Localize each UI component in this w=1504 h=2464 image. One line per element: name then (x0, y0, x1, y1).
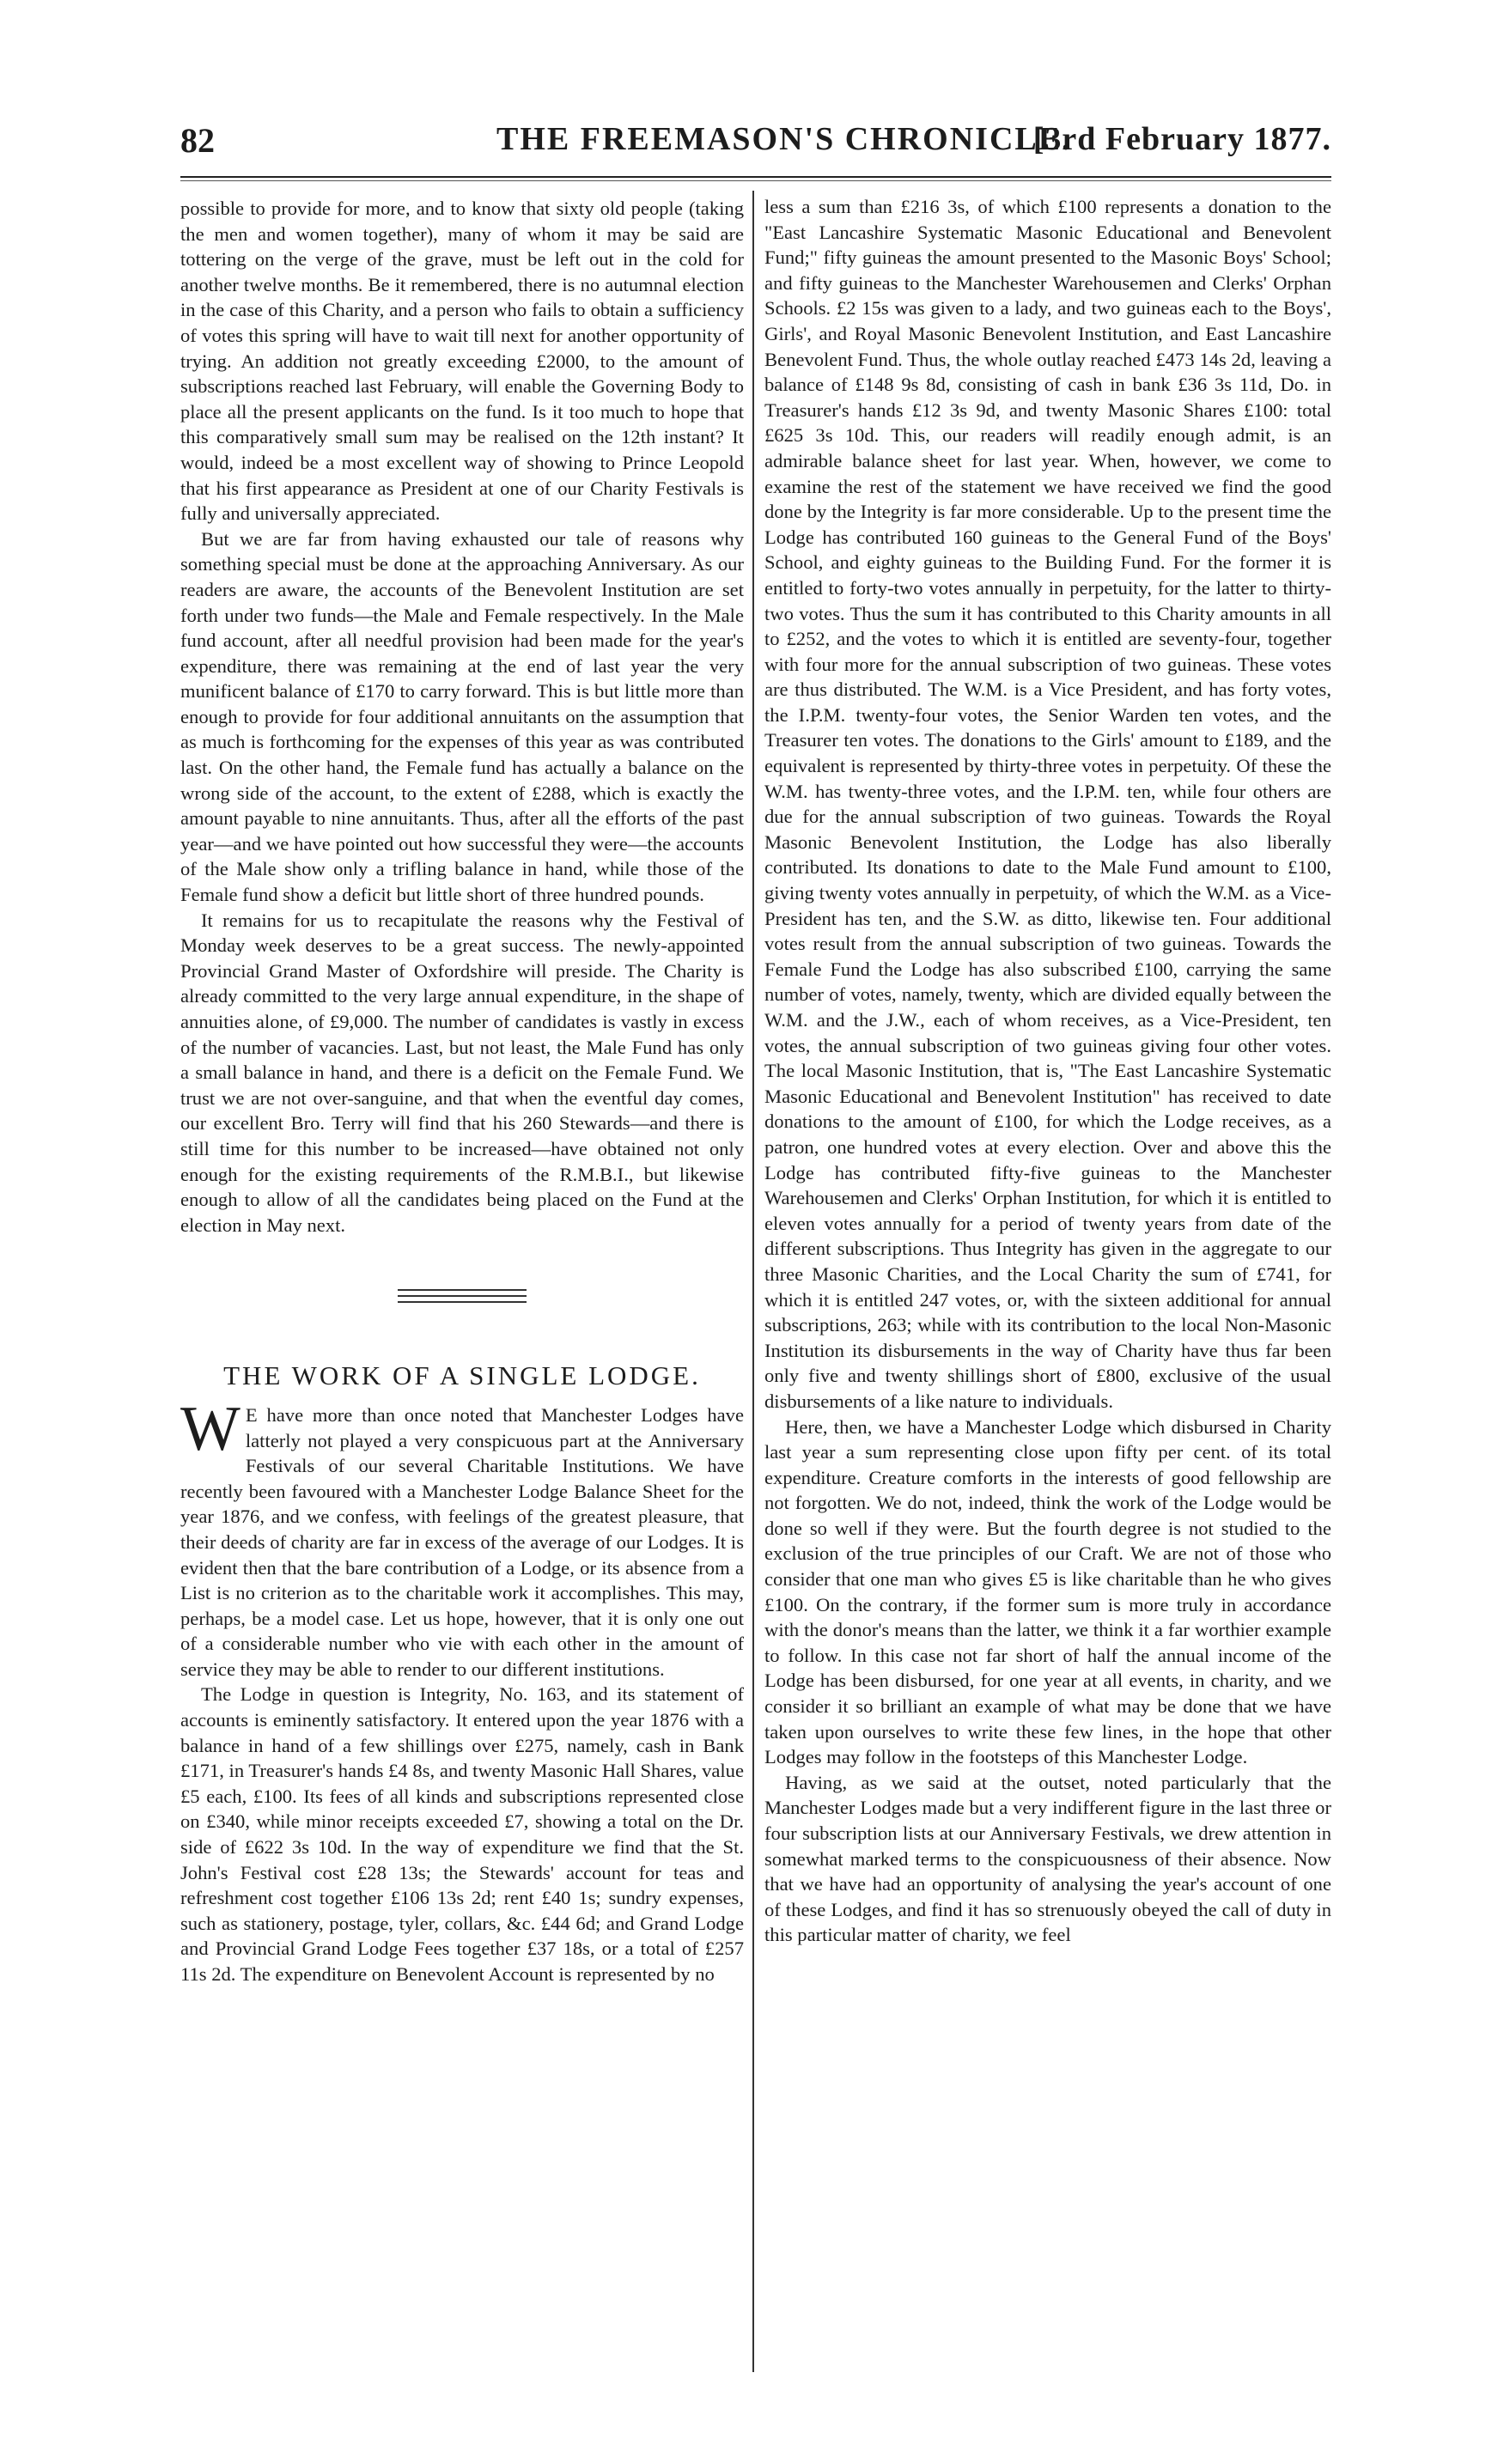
page-number: 82 (180, 121, 215, 160)
section-title: THE WORK OF A SINGLE LODGE. (223, 1360, 701, 1391)
article-paragraph: Having, as we said at the outset, noted particularly that the Manchester Lodges made but a very indifferent figure in the last three or four subscription lists at our Anniversary Festivals, we drew attention in somewhat marked terms to the conspicuousness of their absence. Now that we have had an opportunity of analysing the year's account of one of these Lodges, and find it has so strenuously obeyed the call of duty in this particular matter of charity, we feel (764, 1771, 1331, 1946)
article-paragraph: But we are far from having exhausted our tale of reasons why something special must be done at the approaching Anniversary. As our readers are aware, the accounts of the Benevolent Institution are set forth under two funds—the Male and Female respectively. In the Male fund account, after all needful provision had been made for the year's expenditure, there was remaining at the end of last year the very munificent balance of £170 to carry forward. This is but little more than enough to provide for four additional annuitants on the assumption that as much is forthcoming for the expenses of this year as was contributed last. On the other hand, the Female fund has actually a balance on the wrong side of the account, to the extent of £288, which is exactly the amount payable to nine annuitants. Thus, after all the efforts of the past year—and we have pointed out how successful they were—the accounts of the Male show only a trifling balance in hand, while those of the Female fund show a deficit but little short of three hundred pounds. (180, 527, 744, 906)
article-paragraph: The Lodge in question is Integrity, No. 163, and its statement of accounts is eminently satisfactory. It entered upon the year 1876 with a balance in hand of a few shillings over £275, namely, cash in Bank £171, in Treasurer's hands £4 8s, and twenty Masonic Hall Shares, value £5 each, £100. Its fees of all kinds and subscriptions represented close on £340, while minor receipts exceeded £7, showing a total on the Dr. side of £622 3s 10d. In the way of expenditure we find that the St. John's Festival cost £28 13s; the Stewards' account for teas and refreshment cost together £106 13s 2d; rent £40 1s; sundry expenses, such as stationery, postage, tyler, collars, &c. £44 6d; and Grand Lodge and Provincial Grand Lodge Fees together £37 18s, or a total of £257 11s 2d. The expenditure on Benevolent Account is represented by no (180, 1683, 744, 1985)
column-divider (752, 191, 754, 2372)
left-column (180, 196, 744, 1987)
article-paragraph (180, 1393, 744, 1682)
article-paragraph: less a sum than £216 3s, of which £100 represents a donation to the "East Lancashire Systematic Masonic Educational and Benevolent Fund;" fifty guineas the amount presented to the Masonic Boys' School; and fifty guineas to the Manchester Warehousemen and Clerks' Orphan Schools. £2 15s was given to a lady, and two guineas each to the Boys', Girls', and Royal Masonic Benevolent Institution, and East Lancashire Benevolent Fund. Thus, the whole outlay reached £473 14s 2d, leaving a balance of £148 9s 8d, consisting of cash in bank £36 3s 11d, Do. in Treasurer's hands £12 3s 9d, and twenty Masonic Shares £100: total £625 3s 10d. This, our readers will readily enough admit, is an admirable balance sheet for last year. When, however, we come to examine the rest of the statement we have received we find the good done by the Integrity is far more considerable. Up to the present time the Lodge has contributed 160 guineas to the General Fund of the Boys' School, and eighty guineas to the Building Fund. For the former it is entitled to forty-two votes annually in perpetuity, for the latter to thirty-two votes. Thus the sum it has contributed to this Charity amounts in all to £252, and the votes to which it is entitled are seventy-four, together with four more for the annual subscription of two guineas. These votes are thus distributed. The W.M. is a Vice President, and has forty votes, the I.P.M. twenty-four votes, the Senior Warden ten votes, and the Treasurer ten votes. The donations to the Girls' amount to £189, and the equivalent is represented by thirty-three votes in perpetuity. Of these the W.M. has twenty-three votes, and the I.P.M. ten, while four others are due for the annual subscription of two guineas. Towards the Royal Masonic Benevolent Institution, the Lodge has also liberally contributed. Its donations to date to the Male Fund amount to £100, giving twenty votes annually in perpetuity, of which the W.M. as a Vice-President has ten, and the S.W. as ditto, likewise ten. Four additional votes result from the annual subscription of two guineas. Towards the Female Fund the Lodge has also subscribed £100, carrying the same number of votes, namely, twenty, which are divided equally between the W.M. and the J.W., each of whom receives, as a Vice-President, ten votes, the annual subscription of two guineas giving four other votes. The local Masonic Institution, that is, "The East Lancashire Systematic Masonic Educational and Benevolent Institution" has received to date donations to the amount of £100, for which the Lodge receives, as a patron, one hundred votes at every election. Over and above this the Lodge has contributed fifty-five guineas to the Manchester Warehousemen and Clerks' Orphan Institution, for which it is entitled to eleven votes annually for a period of twenty years from date of the different subscriptions. Thus Integrity has given in the aggregate to our three Masonic Charities, and the Local Charity the sum of £741, for which it is entitled 247 votes, or, with the sixteen additional for annual subscriptions, 263; while with its contribution to the local Non-Masonic Institution its disbursements in the way of Charity have thus far been only five and twenty shillings short of £800, exclusive of the usual disbursements of a like nature to individuals. (764, 196, 1331, 1412)
article-paragraph: Here, then, we have a Manchester Lodge which disbursed in Charity last year a sum representing close upon fifty per cent. of its total expenditure. Creature comforts in the interests of good fellowship are not forgotten. We do not, indeed, think the work of the Lodge would be done so well if they were. But the fourth degree is not studied to the exclusion of the true principles of our Craft. We are not of those who consider that one man who gives £5 is like charitable than he who gives £100. On the contrary, if the former sum is more truly in accordance with the donor's means than the latter, we think it a far worthier example to follow. In this case not far short of half the annual income of the Lodge has been disbursed, for one year at all events, in charity, and we consider it so brilliant an example of what may be done that we have taken upon ourselves to write these few lines, in the hope that other Lodges may follow in the footsteps of this Manchester Lodge. (764, 1415, 1331, 1768)
right-column (764, 194, 1331, 1948)
drop-cap: W (180, 1393, 241, 1464)
masthead-title: THE FREEMASON'S CHRONICLE. (496, 121, 1072, 157)
section-lead-text: E have more than once noted that Manchester Lodges have latterly not played a very conspicuous part at the Anniversary Festivals of our several Charitable Institutions. We have recently been favoured with a Manchester Lodge Balance Sheet for the year 1876, and we confess, with feelings of the greatest pleasure, that their deeds of charity are far in excess of the average of our Lodges. It is evident then that the bare contribution of a Lodge, or its absence from a List is no criterion as to the charitable work it accomplishes. This may, perhaps, be a model case. Let us hope, however, that it is only one out of a considerable number who vie with each other in the amount of service they may be able to render to our different institutions. (180, 1403, 744, 1680)
page-header (180, 120, 1331, 172)
header-rule (180, 176, 1331, 178)
issue-date: [3rd February 1877. (1032, 121, 1331, 157)
article-paragraph: possible to provide for more, and to know that sixty old people (taking the men and women together), many of whom it may be said are tottering on the verge of the grave, must be left out in the cold for another twelve months. Be it remembered, there is no autumnal election in the case of this Charity, and a person who fails to obtain a sufficiency of votes this spring will have to wait till next for another opportunity of trying. An addition not greatly exceeding £2000, to the amount of subscriptions reached last February, will enable the Governing Body to place all the present applicants on the fund. Is it too much to hope that this comparatively small sum may be realised on the 12th instant? It would, indeed be a most excellent way of showing to Prince Leopold that his first appearance as President at one of our Charity Festivals is fully and universally appreciated. (180, 198, 744, 525)
header-rule-thin (180, 180, 1331, 181)
article-paragraph: It remains for us to recapitulate the reasons why the Festival of Monday week deserves to be a great success. The newly-appointed Provincial Grand Master of Oxfordshire will preside. The Charity is already committed to the very large annual expenditure, in the shape of annuities alone, of £9,000. The number of candidates is vastly in excess of the number of vacancies. Last, but not least, the Male Fund has only a small balance in hand, and there is a deficit on the Female Fund. We trust we are not over-sanguine, and that when the eventful day comes, our excellent Bro. Terry will find that his 260 Stewards—and there is still time for this number to be increased—have obtained not only enough for the existing requirements of the R.M.B.I., but likewise enough to allow of all the candidates being placed on the Fund at the election in May next. (180, 909, 744, 1236)
section-separator (180, 1289, 744, 1303)
